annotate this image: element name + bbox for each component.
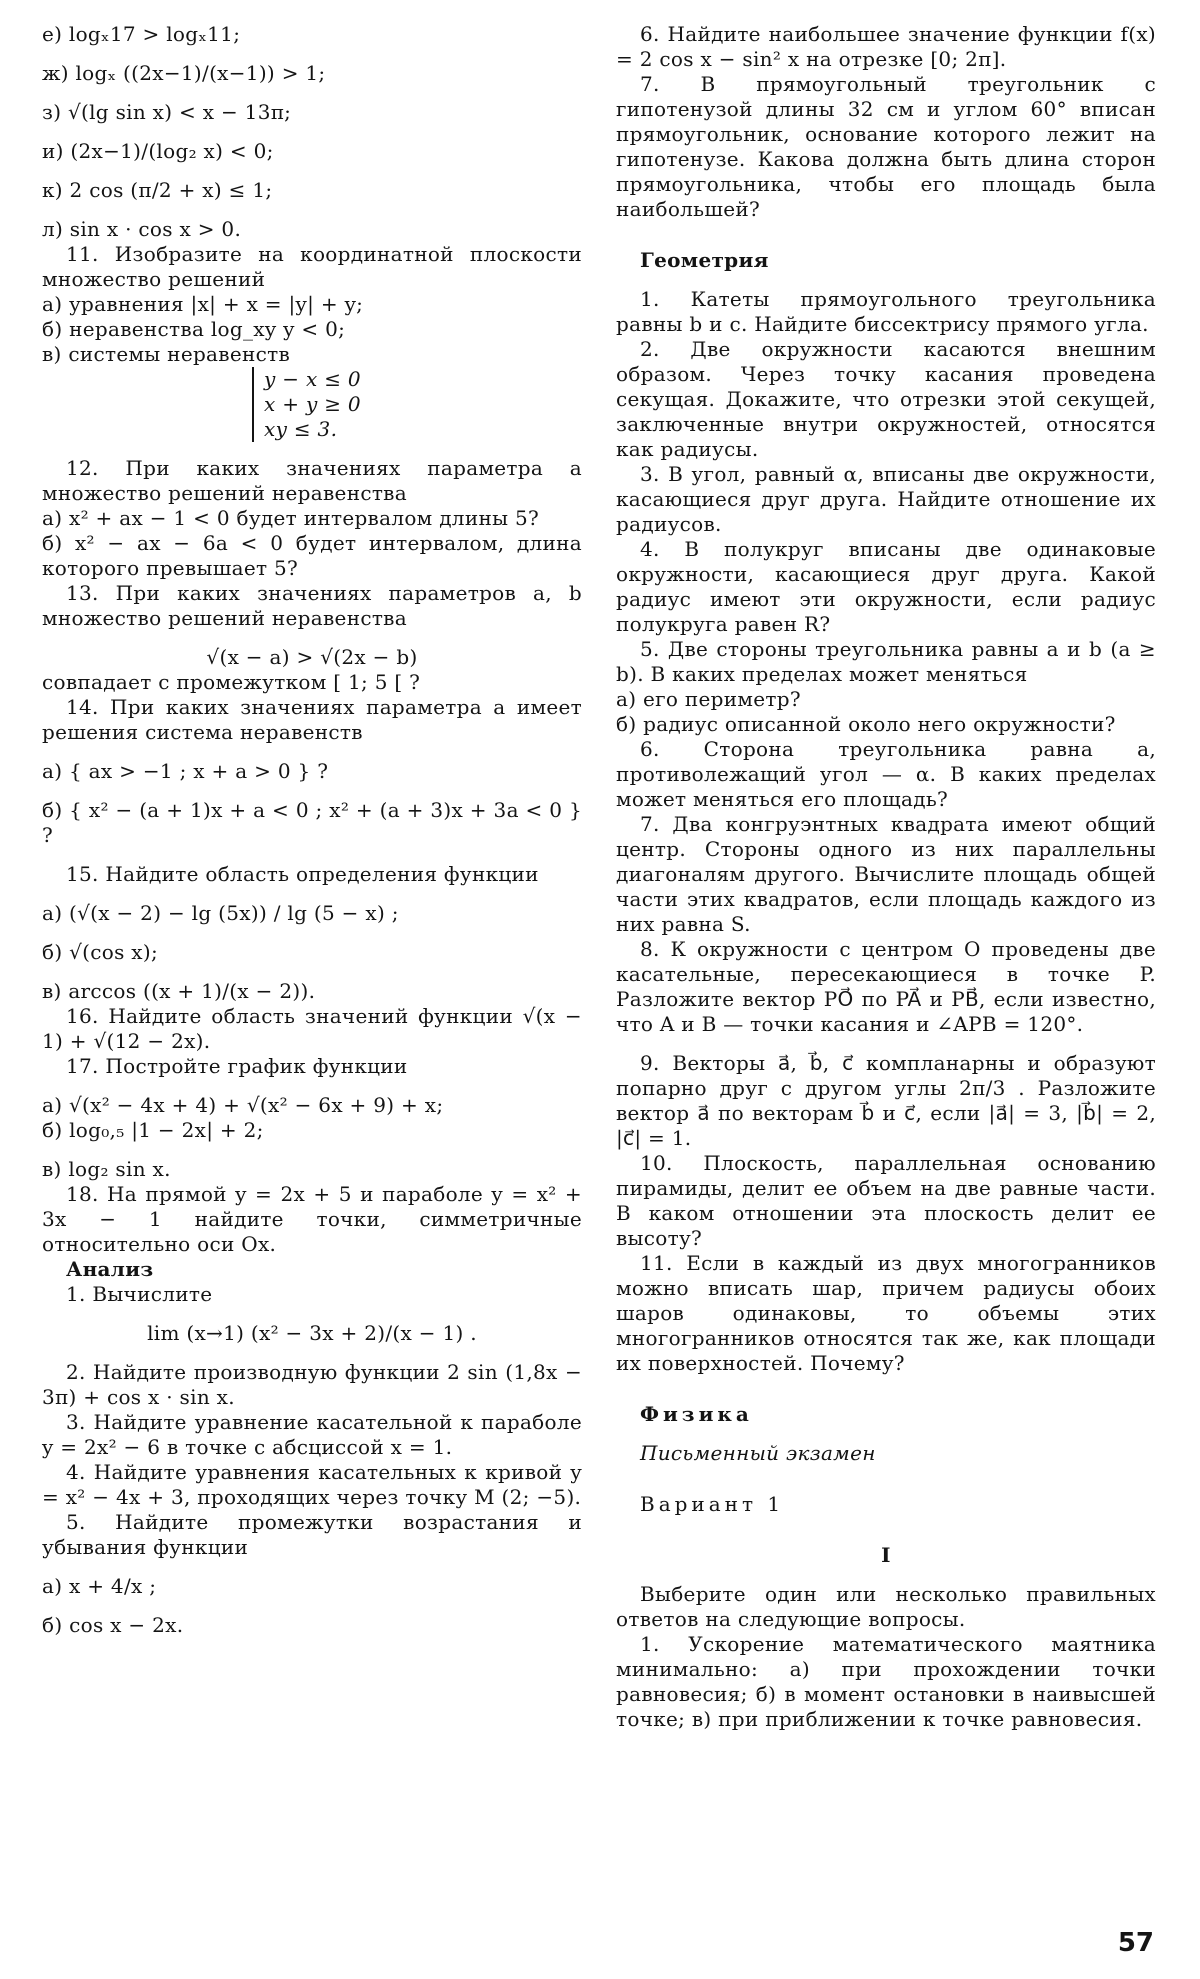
problem-12: 12. При каких значениях параметра a множество решений неравенства [42, 456, 582, 505]
analysis-2: 2. Найдите производную функции 2 sin (1,8x − 3π) + cos x · sin x. [42, 1360, 582, 1409]
analysis-5-a: а) x + 4/x ; [42, 1574, 157, 1598]
problem-11: 11. Изобразите на координатной плоскости множество решений [42, 242, 582, 291]
problem-17-v: в) log₂ sin x. [42, 1157, 171, 1181]
analysis-1: 1. Вычислите [66, 1282, 213, 1306]
left-column [42, 22, 582, 1638]
problem-11-a: а) уравнения |x| + x = |y| + y; [42, 292, 364, 316]
section-heading-analysis: Анализ [66, 1257, 154, 1281]
problem-13: 13. При каких значениях параметров a, b множество решений неравенства [42, 581, 582, 630]
page-number: 57 [1117, 1928, 1154, 1958]
ex10-i: и) (2x−1)/(log₂ x) < 0; [42, 139, 274, 163]
problem-15-b: б) √(cos x); [42, 940, 159, 964]
exam-type: Письменный экзамен [640, 1441, 876, 1465]
analysis-7: 7. В прямоугольный треугольник с гипотенузой длины 32 см и углом 60° вписан прямоугольник, основание которого лежит на гипотенузе. Какова должна быть длина сторон прямоугольника, чтобы его площадь была наибольшей? [616, 72, 1156, 221]
system-line-3: xy ≤ 3. [264, 417, 338, 441]
geometry-4: 4. В полукруг вписаны две одинаковые окружности, касающиеся друг друга. Какой радиус имеют эти окружности, если радиус полукруга равен R? [616, 537, 1156, 636]
problem-12-b: б) x² − ax − 6a < 0 будет интервалом, длина которого превышает 5? [42, 531, 582, 580]
geometry-6: 6. Сторона треугольника равна a, противолежащий угол — α. В каких пределах может меняться его площадь? [616, 737, 1156, 811]
ex10-l: л) sin x · cos x > 0. [42, 217, 242, 241]
geometry-9: 9. Векторы a⃗, b⃗, c⃗ компланарны и образуют попарно друг с другом углы 2π/3 . Разложите вектор a⃗ по векторам b⃗ и c⃗, если |a⃗| = 3, |b⃗| = 2, |c⃗| = 1. [616, 1051, 1156, 1150]
problem-14: 14. При каких значениях параметра a имеет решения система неравенств [42, 695, 582, 744]
problem-13-formula: √(x − a) > √(2x − b) [206, 645, 418, 669]
problem-17: 17. Постройте график функции [66, 1054, 408, 1078]
problem-17-a: а) √(x² − 4x + 4) + √(x² − 6x + 9) + x; [42, 1093, 444, 1117]
geometry-1: 1. Катеты прямоугольного треугольника равны b и c. Найдите биссектрису прямого угла. [616, 287, 1156, 336]
geometry-7: 7. Два конгруэнтных квадрата имеют общий центр. Стороны одного из них параллельны диагоналям другого. Вычислите площадь общей части этих квадратов, если площадь каждого из них равна S. [616, 812, 1156, 936]
problem-14-b: б) { x² − (a + 1)x + a < 0 ; x² + (a + 3)x + 3a < 0 } ? [42, 798, 582, 847]
analysis-1-limit: lim (x→1) (x² − 3x + 2)/(x − 1) . [147, 1321, 477, 1345]
analysis-3: 3. Найдите уравнение касательной к параболе y = 2x² − 6 в точке с абсциссой x = 1. [42, 1410, 582, 1459]
part-number: I [881, 1543, 891, 1567]
problem-11-v: в) системы неравенств [42, 342, 291, 366]
analysis-6: 6. Найдите наибольшее значение функции f(x) = 2 cos x − sin² x на отрезке [0; 2π]. [616, 22, 1156, 71]
problem-13-interval: совпадает с промежутком [ 1; 5 [ ? [42, 670, 421, 694]
geometry-10: 10. Плоскость, параллельная основанию пирамиды, делит ее объем на две равные части. В каком отношении эта плоскость делит ее высоту? [616, 1151, 1156, 1250]
problem-18: 18. На прямой y = 2x + 5 и параболе y = x² + 3x − 1 найдите точки, симметричные относительно оси Ox. [42, 1182, 582, 1256]
instructions: Выберите один или несколько правильных ответов на следующие вопросы. [616, 1582, 1156, 1631]
problem-12-a: а) x² + ax − 1 < 0 будет интервалом длины 5? [42, 506, 539, 530]
physics-question-1: 1. Ускорение математического маятника минимально: а) при прохождении точки равновесия; б) в момент остановки в наивысшей точке; в) при приближении к точке равновесия. [616, 1632, 1156, 1731]
analysis-5: 5. Найдите промежутки возрастания и убывания функции [42, 1510, 582, 1559]
inequality-system [252, 367, 361, 442]
geometry-11: 11. Если в каждый из двух многогранников можно вписать шар, причем радиусы обоих шаров одинаковы, то объемы этих многогранников относятся так же, как площади их поверхностей. Почему? [616, 1251, 1156, 1375]
system-line-2: x + y ≥ 0 [264, 392, 361, 416]
analysis-5-b: б) cos x − 2x. [42, 1613, 184, 1637]
problem-15: 15. Найдите область определения функции [66, 862, 539, 886]
geometry-5: 5. Две стороны треугольника равны a и b (a ≥ b). В каких пределах может меняться [616, 637, 1156, 686]
ex10-k: к) 2 cos (π/2 + x) ≤ 1; [42, 178, 273, 202]
geometry-2: 2. Две окружности касаются внешним образом. Через точку касания проведена секущая. Докажите, что отрезки этой секущей, заключенные внутри окружностей, относятся как радиусы. [616, 337, 1156, 461]
problem-15-v: в) arccos ((x + 1)/(x − 2)). [42, 979, 316, 1003]
ex10-zh: ж) logₓ ((2x−1)/(x−1)) > 1; [42, 61, 326, 85]
analysis-4: 4. Найдите уравнения касательных к кривой y = x² − 4x + 3, проходящих через точку M (2; −5). [42, 1460, 582, 1509]
section-heading-geometry: Геометрия [640, 248, 769, 272]
problem-16: 16. Найдите область значений функции √(x − 1) + √(12 − 2x). [42, 1004, 582, 1053]
variant-label: Вариант 1 [640, 1492, 785, 1516]
geometry-5-b: б) радиус описанной около него окружности? [616, 712, 1116, 736]
problem-17-b: б) log₀,₅ |1 − 2x| + 2; [42, 1118, 264, 1142]
problem-15-a: а) (√(x − 2) − lg (5x)) / lg (5 − x) ; [42, 901, 399, 925]
section-heading-physics: Физика [640, 1402, 753, 1426]
ex10-z: з) √(lg sin x) < x − 13π; [42, 100, 292, 124]
ex10-e: е) logₓ17 > logₓ11; [42, 22, 241, 46]
problem-11-b: б) неравенства log_xy y < 0; [42, 317, 346, 341]
right-column [616, 22, 1156, 1732]
problem-14-a: а) { ax > −1 ; x + a > 0 } ? [42, 759, 329, 783]
geometry-8: 8. К окружности с центром O проведены две касательные, пересекающиеся в точке P. Разложите вектор PO⃗ по PA⃗ и PB⃗, если известно, что A и B — точки касания и ∠APB = 120°. [616, 937, 1156, 1036]
geometry-3: 3. В угол, равный α, вписаны две окружности, касающиеся друг друга. Найдите отношение их радиусов. [616, 462, 1156, 536]
system-line-1: y − x ≤ 0 [264, 367, 361, 391]
geometry-5-a: а) его периметр? [616, 687, 801, 711]
